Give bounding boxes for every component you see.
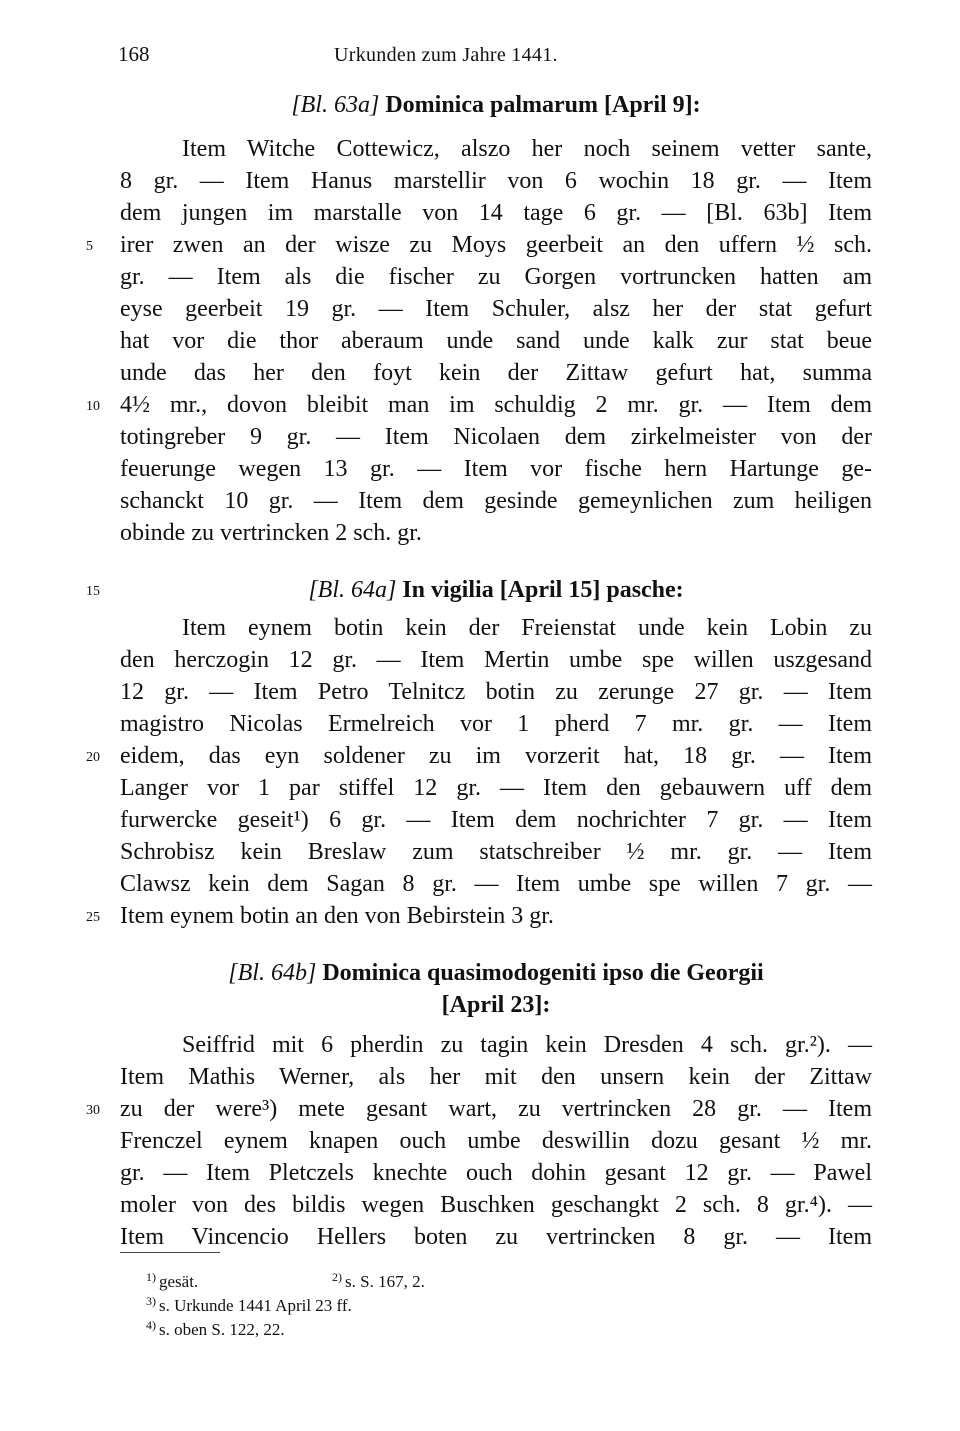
text-line: unde das her den foyt kein der Zittaw gefurt hat, summa bbox=[120, 360, 872, 386]
section-title: Dominica quasimodogeniti ipso die Georgii bbox=[322, 960, 764, 986]
text-line: schanckt 10 gr. — Item dem gesinde gemeynlichen zum heiligen bbox=[120, 488, 872, 514]
text-line: den herczogin 12 gr. — Item Mertin umbe spe willen uszgesand bbox=[120, 647, 872, 673]
footnote-text: s. oben S. 122, 22. bbox=[159, 1320, 285, 1339]
footnote-rule bbox=[120, 1252, 220, 1253]
line-number: 25 bbox=[86, 910, 100, 925]
text-line: Langer vor 1 par stiffel 12 gr. — Item den gebauwern uff dem bbox=[120, 775, 872, 801]
footnote-text: s. S. 167, 2. bbox=[345, 1272, 425, 1291]
text-line: Item eynem botin an den von Bebirstein 3 gr. bbox=[120, 903, 554, 929]
text-line: eyse geerbeit 19 gr. — Item Schuler, alsz her der stat gefurt bbox=[120, 296, 872, 322]
line-number: 5 bbox=[86, 239, 93, 254]
text-line: moler von des bildis wegen Buschken geschangkt 2 sch. 8 gr.⁴). — bbox=[120, 1192, 872, 1218]
running-title: Urkunden zum Jahre 1441. bbox=[334, 44, 558, 66]
text-line: Item Vincencio Hellers boten zu vertrincken 8 gr. — Item bbox=[120, 1224, 872, 1250]
section-title-date: [April 23]: bbox=[441, 992, 551, 1018]
footnote bbox=[332, 1266, 425, 1293]
text-line: Item Mathis Werner, als her mit den unsern kein der Zittaw bbox=[120, 1064, 872, 1090]
section-heading bbox=[120, 958, 872, 989]
section-heading bbox=[120, 90, 872, 121]
folio-reference: [Bl. 63a] bbox=[291, 92, 380, 118]
line-number: 30 bbox=[86, 1103, 100, 1118]
footnote bbox=[146, 1314, 285, 1341]
line-number: 15 bbox=[86, 584, 100, 599]
footnote-marker: 4) bbox=[146, 1318, 156, 1332]
section-heading bbox=[120, 575, 872, 606]
footnote bbox=[146, 1290, 352, 1317]
footnote bbox=[146, 1266, 198, 1293]
footnote-marker: 3) bbox=[146, 1294, 156, 1308]
text-line: gr. — Item als die fischer zu Gorgen vortruncken hatten am bbox=[120, 264, 872, 290]
text-line: hat vor die thor aberaum unde sand unde kalk zur stat beue bbox=[120, 328, 872, 354]
text-line: 8 gr. — Item Hanus marstellir von 6 wochin 18 gr. — Item bbox=[120, 168, 872, 194]
text-line: furwercke geseit¹) 6 gr. — Item dem nochrichter 7 gr. — Item bbox=[120, 807, 872, 833]
section-title: In vigilia [April 15] pasche: bbox=[402, 577, 684, 603]
text-line: Item eynem botin kein der Freienstat unde kein Lobin zu bbox=[182, 615, 872, 641]
line-number: 10 bbox=[86, 399, 100, 414]
footnote-text: gesät. bbox=[159, 1272, 199, 1291]
text-line: Frenczel eynem knapen ouch umbe deswillin dozu gesant ½ mr. bbox=[120, 1128, 872, 1154]
line-number: 20 bbox=[86, 750, 100, 765]
text-line: zu der were³) mete gesant wart, zu vertrincken 28 gr. — Item bbox=[120, 1096, 872, 1122]
footnote-marker: 2) bbox=[332, 1270, 342, 1284]
page-number: 168 bbox=[118, 42, 150, 66]
folio-reference: [Bl. 64b] bbox=[228, 960, 317, 986]
text-line: obinde zu vertrincken 2 sch. gr. bbox=[120, 520, 422, 546]
text-line: totingreber 9 gr. — Item Nicolaen dem zirkelmeister von der bbox=[120, 424, 872, 450]
text-line: feuerunge wegen 13 gr. — Item vor fische hern Hartunge ge- bbox=[120, 456, 872, 482]
text-line: Seiffrid mit 6 pherdin zu tagin kein Dresden 4 sch. gr.²). — bbox=[182, 1032, 872, 1058]
section-title: Dominica palmarum [April 9]: bbox=[385, 92, 701, 118]
text-line: eidem, das eyn soldener zu im vorzerit hat, 18 gr. — Item bbox=[120, 743, 872, 769]
text-line: Schrobisz kein Breslaw zum statschreiber ½ mr. gr. — Item bbox=[120, 839, 872, 865]
footnote-text: s. Urkunde 1441 April 23 ff. bbox=[159, 1296, 352, 1315]
text-line: Item Witche Cottewicz, alszo her noch seinem vetter sante, bbox=[182, 136, 872, 162]
page-header bbox=[118, 42, 873, 76]
folio-reference: [Bl. 64a] bbox=[308, 577, 397, 603]
text-line: dem jungen im marstalle von 14 tage 6 gr. — [Bl. 63b] Item bbox=[120, 200, 872, 226]
text-line: 4½ mr., dovon bleibit man im schuldig 2 mr. gr. — Item dem bbox=[120, 392, 872, 418]
text-line: 12 gr. — Item Petro Telnitcz botin zu zerunge 27 gr. — Item bbox=[120, 679, 872, 705]
text-line: Clawsz kein dem Sagan 8 gr. — Item umbe spe willen 7 gr. — bbox=[120, 871, 872, 897]
text-line: gr. — Item Pletczels knechte ouch dohin gesant 12 gr. — Pawel bbox=[120, 1160, 872, 1186]
footnote-marker: 1) bbox=[146, 1270, 156, 1284]
section-heading-continuation bbox=[120, 990, 872, 1021]
text-line: magistro Nicolas Ermelreich vor 1 pherd 7 mr. gr. — Item bbox=[120, 711, 872, 737]
text-line: irer zwen an der wisze zu Moys geerbeit an den uffern ½ sch. bbox=[120, 232, 872, 258]
